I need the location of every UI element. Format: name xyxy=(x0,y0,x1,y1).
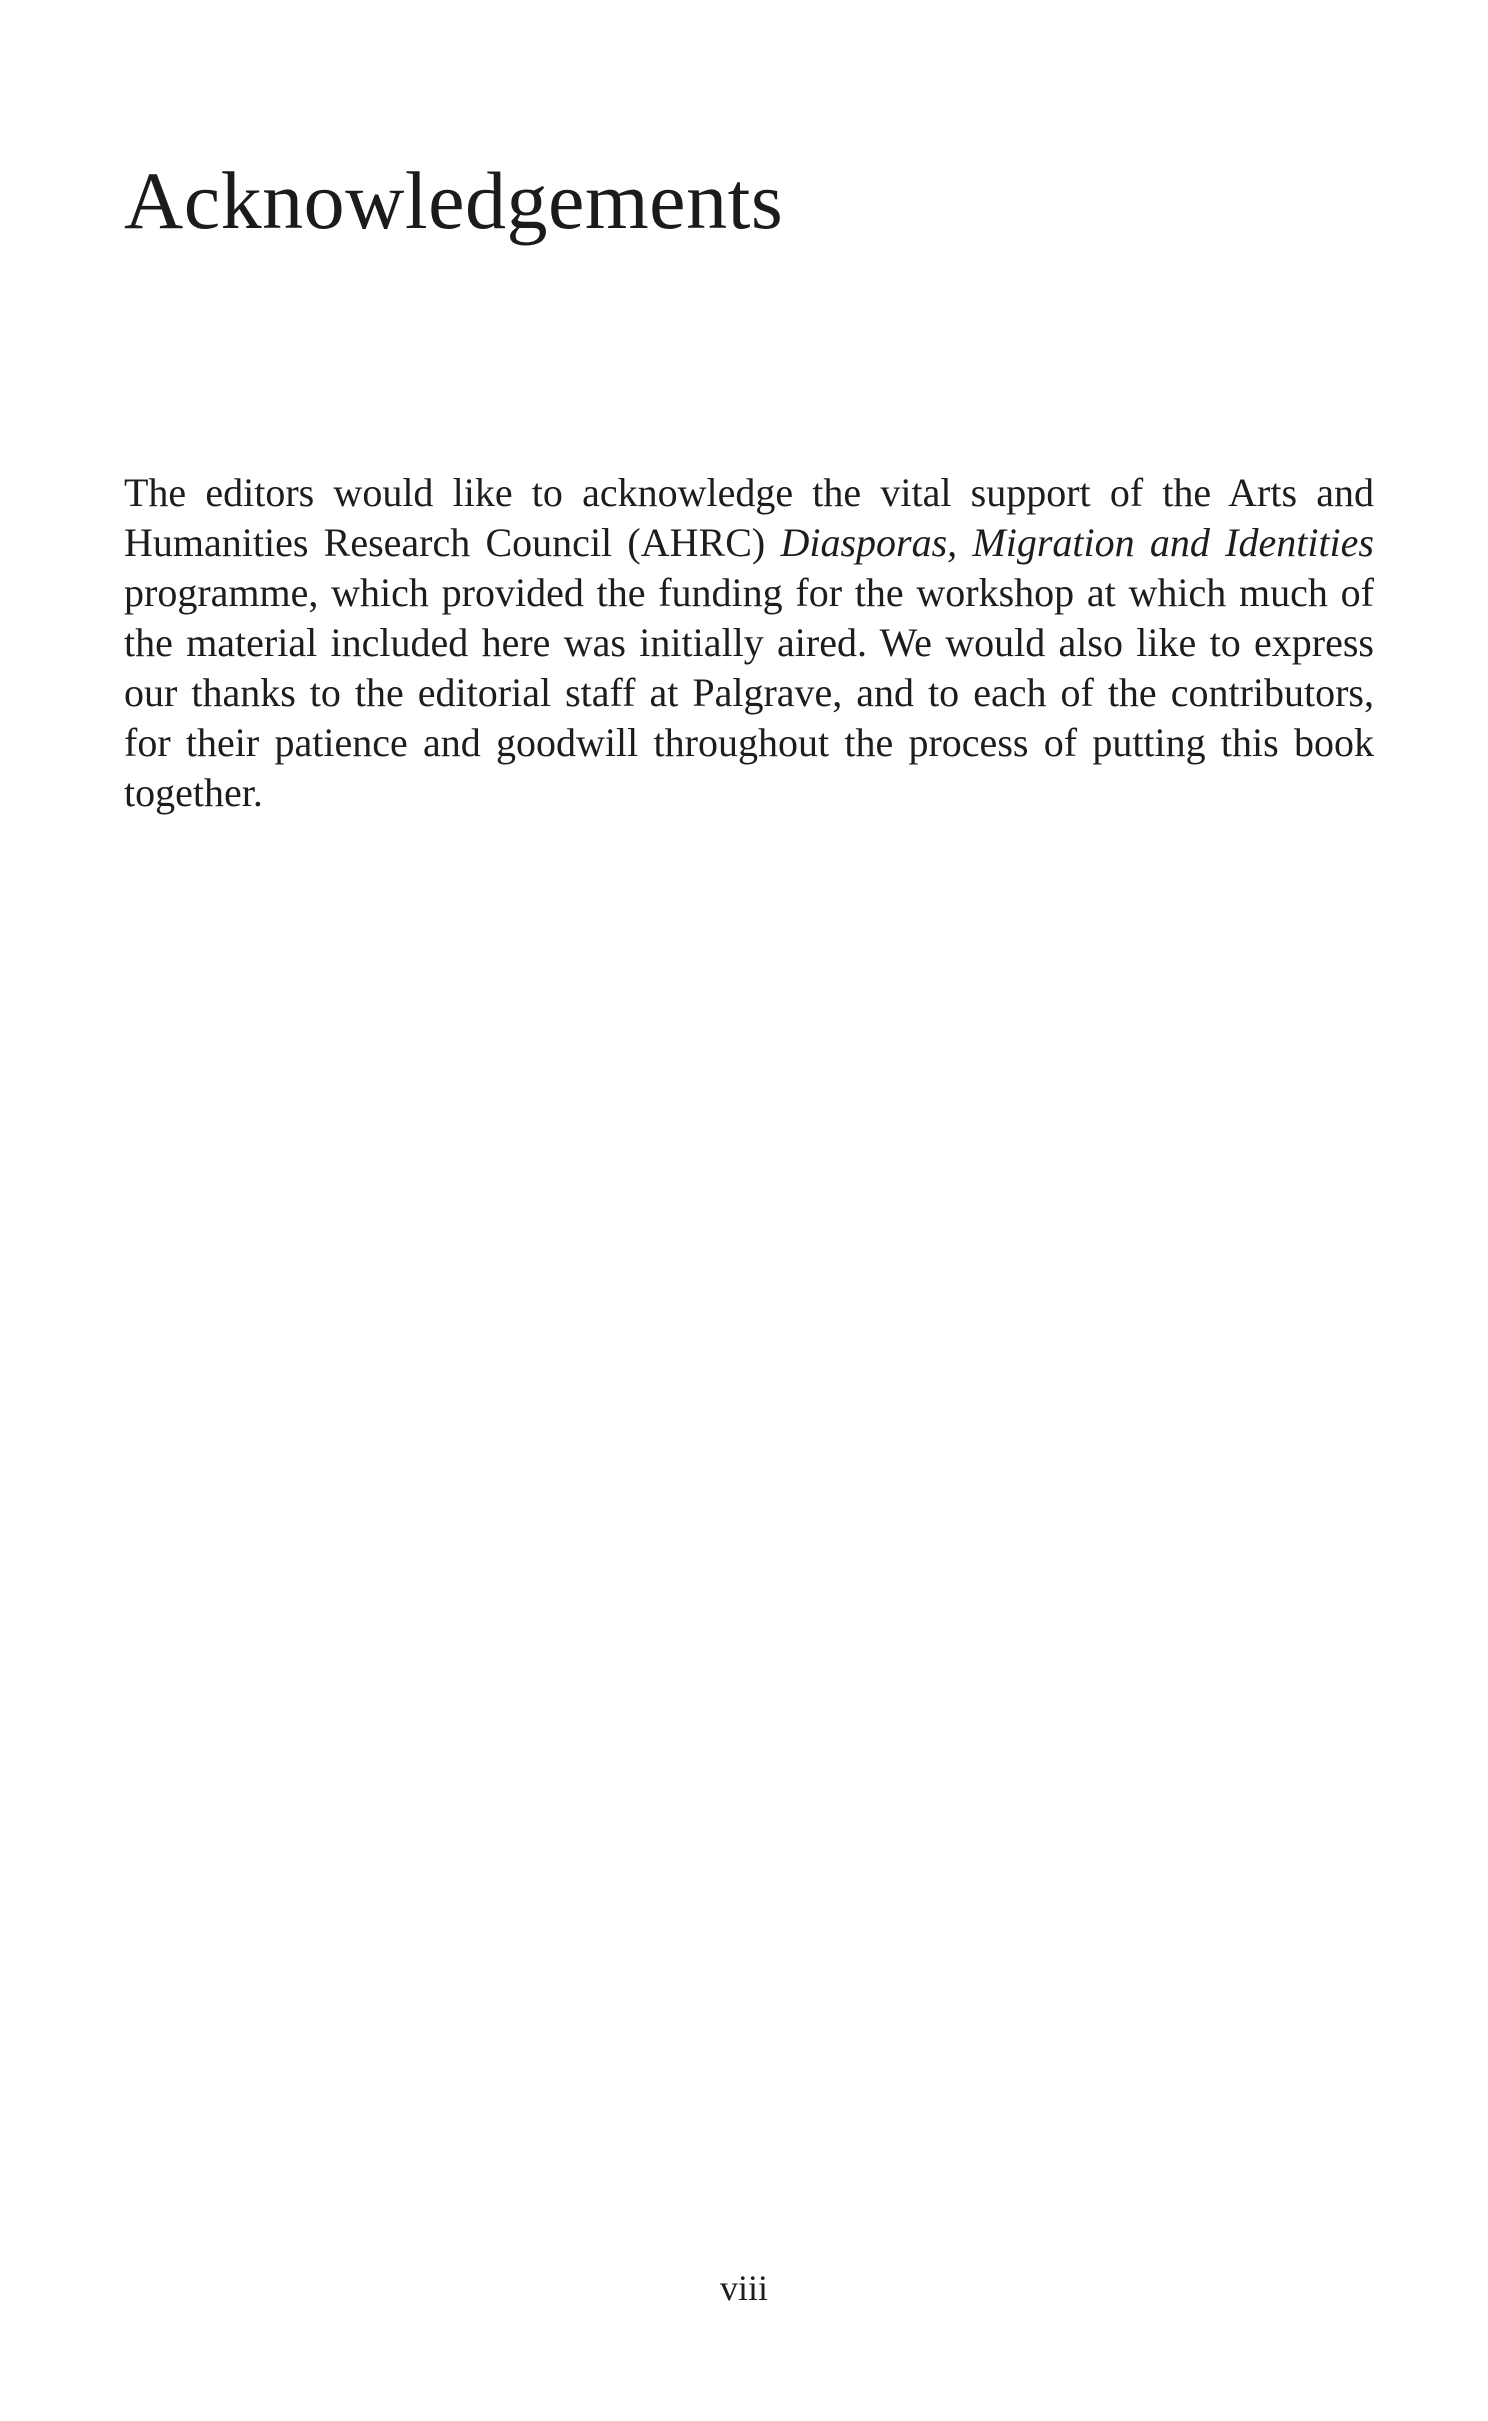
programme-name: Diasporas, Migration and Identities xyxy=(780,520,1374,565)
paragraph-text-start: The editors would like to acknowledge the vital support of the Arts and Humanities Research Council (AHRC) xyxy=(124,470,1374,565)
page-title: Acknowledgements xyxy=(124,155,784,246)
paragraph-text-end: programme, which provided the funding for the workshop at which much of the material included here was initially aired. We would also like to express our thanks to the editorial staff at Palgrave, and to each of the contributors, for their patience and goodwill throughout the process of putting this book together. xyxy=(124,570,1374,815)
acknowledgement-paragraph xyxy=(124,468,1374,818)
page-number: viii xyxy=(719,2268,768,2308)
